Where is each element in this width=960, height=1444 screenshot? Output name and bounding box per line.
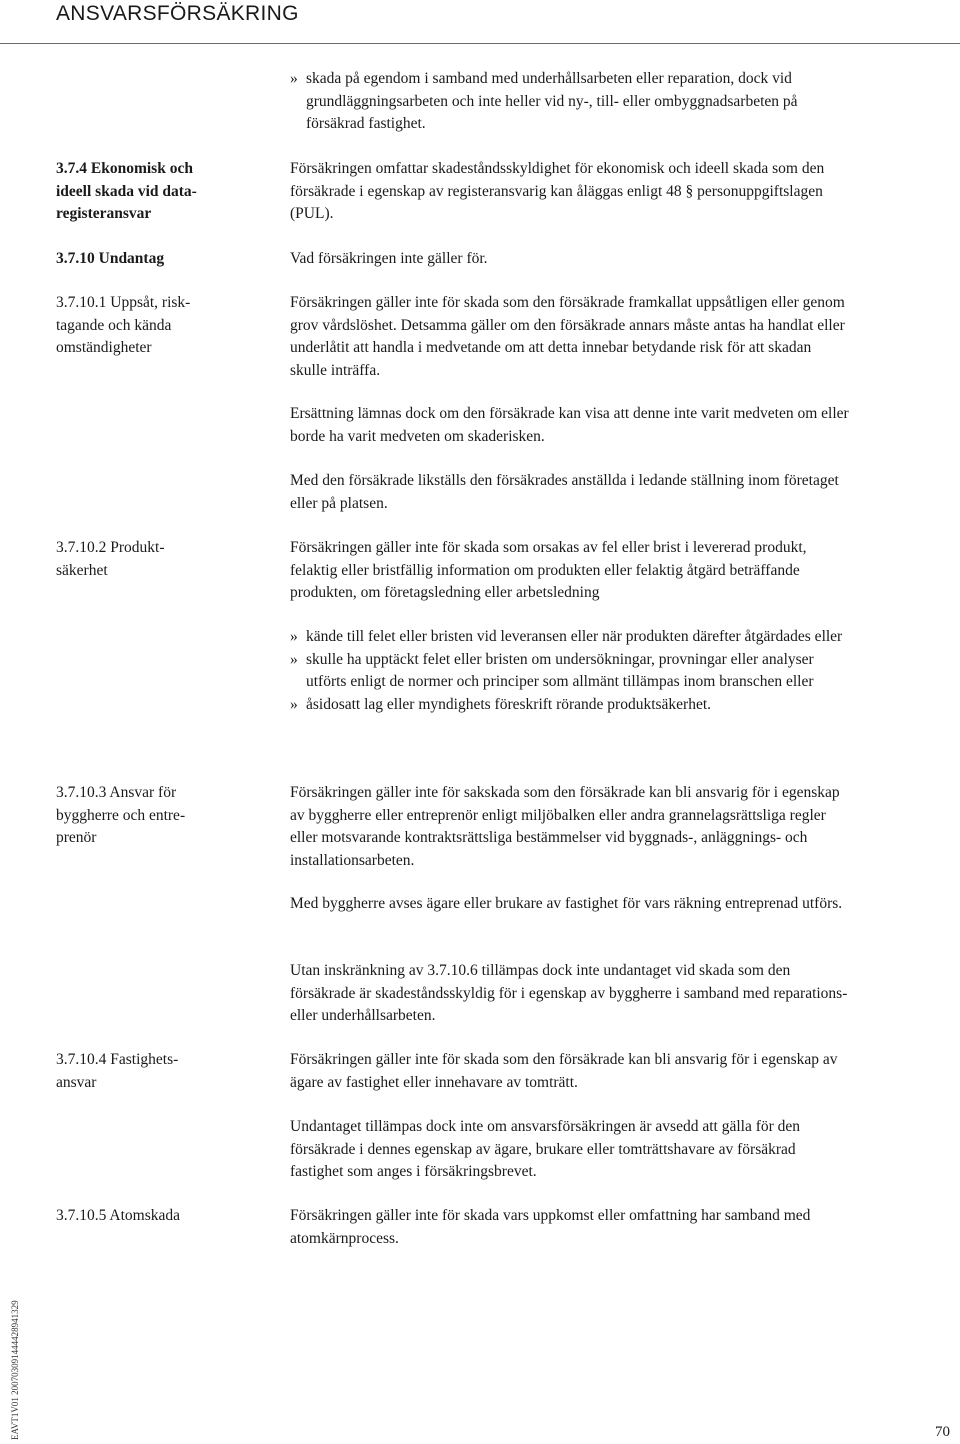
intro-bullet-list bbox=[290, 68, 850, 136]
product-safety-bullet-list bbox=[290, 626, 850, 716]
section-text-3-7-10-1-p2: Ersättning lämnas dock om den försäkrade kan visa att denne inte varit medveten om eller borde ha varit medveten om skaderisken. bbox=[290, 405, 849, 445]
section-text-3-7-10-3-p2: Med byggherre avses ägare eller brukare av fastighet för vars räkning entreprenad utförs. bbox=[290, 895, 843, 912]
section-3-7-10-2-bullets bbox=[290, 626, 850, 716]
section-text-3-7-4: Försäkringen omfattar skadeståndsskyldighet för ekonomisk och ideell skada som den försäkrade i egenskap av registeransvarig kan åläggas enligt 48 § personuppgiftslagen (PUL). bbox=[290, 160, 825, 222]
section-label-3-7-10: 3.7.10 Undantag bbox=[56, 250, 165, 267]
section-label-3-7-4 bbox=[56, 158, 266, 226]
section-text-3-7-10-4-p1: Försäkringen gäller inte för skada som den försäkrade kan bli ansvarig för i egenskap av ägare av fastighet eller innehavare av tomträtt. bbox=[290, 1051, 838, 1091]
section-label-line: 3.7.10.1 Uppsåt, risk- bbox=[56, 294, 191, 311]
section-label-line: 3.7.10.2 Produkt- bbox=[56, 539, 165, 556]
section-label-line: prenör bbox=[56, 829, 97, 846]
page-header-title: ANSVARSFÖRSÄKRING bbox=[56, 2, 299, 25]
section-label-line: 3.7.10.3 Ansvar för bbox=[56, 784, 177, 801]
section-text-3-7-10: Vad försäkringen inte gäller för. bbox=[290, 250, 488, 267]
section-text-3-7-10-1-p1: Försäkringen gäller inte för skada som den försäkrade framkallat uppsåtligen eller genom grov vårdslöshet. Detsamma gäller om den försäkrade annars måste antas ha handlat eller underlåtit att handla i medvetande om att detta innebar betydande risk för att skadan skulle inträffa. bbox=[290, 294, 845, 379]
section-text-3-7-10-2-p1: Försäkringen gäller inte för skada som orsakas av fel eller brist i levererad produkt, felaktig eller bristfällig information om produkten eller felaktig åtgärd beträffande produkten, om företagsledning eller arbetsledning bbox=[290, 539, 807, 601]
list-item bbox=[290, 649, 850, 694]
section-label-3-7-10-5: 3.7.10.5 Atomskada bbox=[56, 1207, 180, 1224]
intro-bullet-text: skada på egendom i samband med underhållsarbeten eller reparation, dock vid grundläggningsarbeten och inte heller vid ny-, till- eller ombyggnadsarbeten på försäkrad fastighet. bbox=[306, 70, 798, 132]
bullet-marker: » bbox=[290, 650, 298, 668]
document-code: EAVT1V01 200703091444428941329 bbox=[10, 1300, 20, 1440]
page-number: 70 bbox=[935, 1424, 950, 1440]
section-label-line: tagande och kända bbox=[56, 316, 172, 334]
section-label-3-7-10-4 bbox=[56, 1049, 266, 1094]
section-label-line: ideell skada vid data- bbox=[56, 182, 197, 200]
section-text-3-7-10-1-p3: Med den försäkrade likställs den försäkrades anställda i ledande ställning inom företaget eller på platsen. bbox=[290, 472, 839, 512]
section-label-line: registeransvar bbox=[56, 205, 152, 222]
section-text-3-7-10-3-p3: Utan inskränkning av 3.7.10.6 tillämpas dock inte undantaget vid skada som den försäkrade är skadeståndsskyldig för i egenskap av byggherre i samband med reparations- eller underhållsarbeten. bbox=[290, 962, 848, 1024]
section-label-3-7-10-2 bbox=[56, 537, 266, 582]
header-rule bbox=[0, 43, 960, 44]
section-label-3-7-10-1 bbox=[56, 292, 266, 360]
intro-bullet-block bbox=[290, 68, 850, 136]
list-item bbox=[290, 626, 850, 649]
bullet-marker: » bbox=[290, 695, 298, 713]
bullet-text: kände till felet eller bristen vid leveransen eller när produkten därefter åtgärdades eller bbox=[306, 628, 843, 645]
bullet-marker: » bbox=[290, 70, 298, 87]
list-item bbox=[290, 68, 850, 136]
section-label-line: 3.7.10.4 Fastighets- bbox=[56, 1051, 179, 1068]
section-text-3-7-10-5-p1: Försäkringen gäller inte för skada vars uppkomst eller omfattning har samband med atomkärnprocess. bbox=[290, 1207, 811, 1247]
section-text-3-7-10-4-p2: Undantaget tillämpas dock inte om ansvarsförsäkringen är avsedd att gälla för den försäkrade i dennes egenskap av ägare, brukare eller tomträttshavare av försäkrad fastighet som anges i försäkringsbrevet. bbox=[290, 1118, 801, 1180]
section-label-line: ansvar bbox=[56, 1073, 97, 1091]
bullet-text: åsidosatt lag eller myndighets föreskrift rörande produktsäkerhet. bbox=[306, 695, 712, 713]
section-label-line: 3.7.4 Ekonomisk och bbox=[56, 160, 193, 177]
section-label-line: säkerhet bbox=[56, 561, 108, 579]
section-label-3-7-10-3 bbox=[56, 782, 266, 850]
bullet-marker: » bbox=[290, 628, 298, 645]
section-text-3-7-10-3-p1: Försäkringen gäller inte för sakskada som den försäkrade kan bli ansvarig för i egenskap av byggherre eller entreprenör enligt miljöbalken eller andra grannelagsrättsliga regler eller motsvarande kontraktsrättsliga bestämmelser vid byggnads-, anläggnings- och installationsarbeten. bbox=[290, 784, 840, 869]
list-item bbox=[290, 694, 850, 717]
section-label-line: byggherre och entre- bbox=[56, 806, 186, 824]
section-label-line: omständigheter bbox=[56, 339, 152, 356]
bullet-text: skulle ha upptäckt felet eller bristen om undersökningar, provningar eller analyser utförts enligt de normer och principer som allmänt tillämpas inom branschen eller bbox=[306, 650, 814, 690]
